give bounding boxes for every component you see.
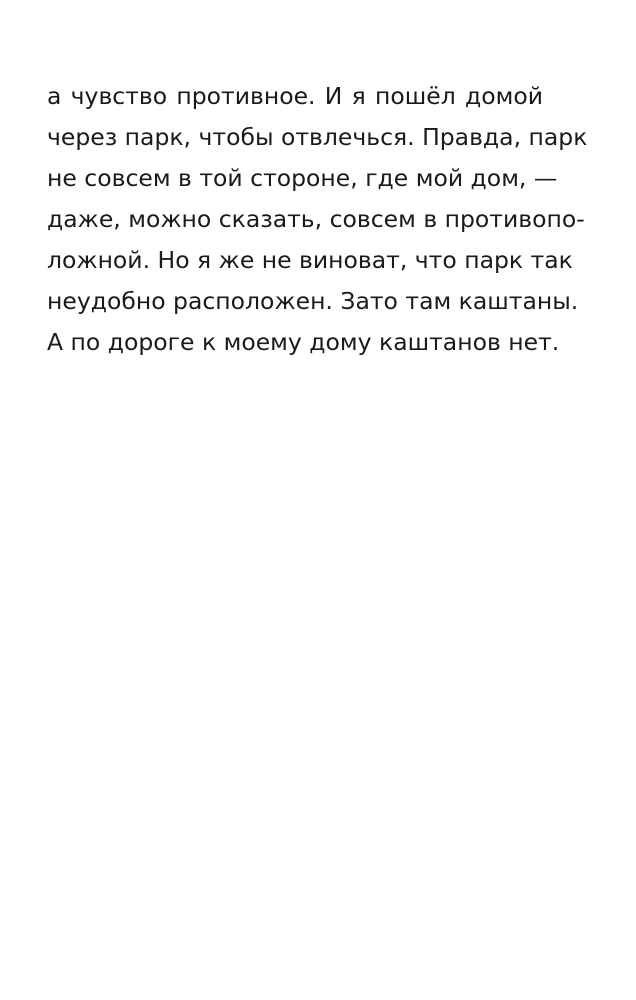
text-line: А по дороге к моему дому каштанов нет. <box>47 328 560 356</box>
text-line: через парк, чтобы отвлечься. Правда, парк <box>47 123 588 151</box>
text-line: ложной. Но я же не виноват, что парк так <box>47 246 573 274</box>
text-line: а чувство противное. И я пошёл домой <box>47 82 543 110</box>
body-text <box>47 76 588 363</box>
text-line: не совсем в той стороне, где мой дом, — <box>47 164 558 192</box>
text-line: даже, можно сказать, совсем в противопо- <box>47 205 585 233</box>
text-line: неудобно расположен. Зато там каштаны. <box>47 287 579 315</box>
